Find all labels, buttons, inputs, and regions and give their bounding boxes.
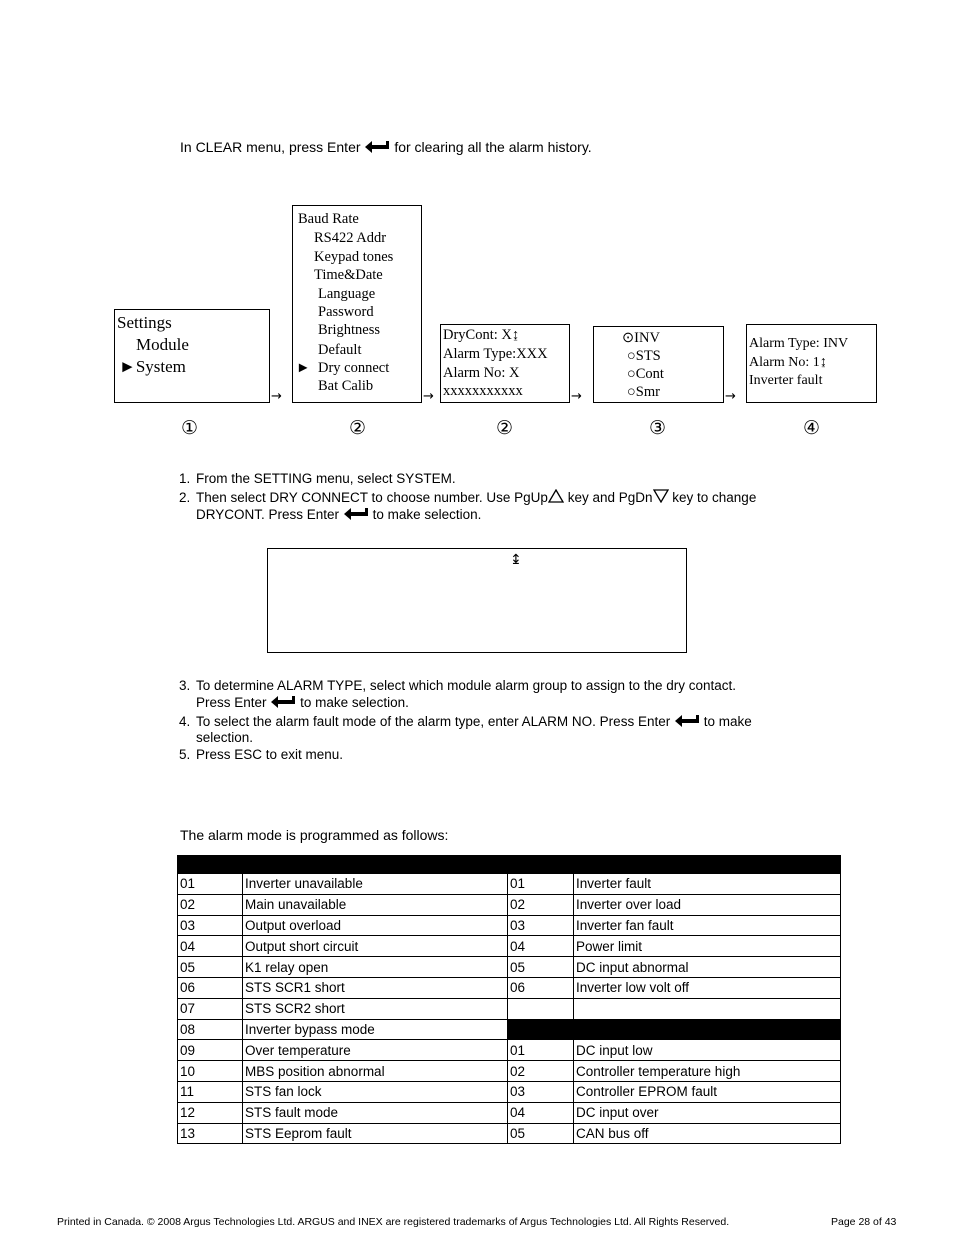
table-cell: 01 (508, 1040, 574, 1061)
table-cell: Controller EPROM fault (574, 1081, 841, 1102)
table-cell: STS fan lock (243, 1081, 508, 1102)
footer-copyright: Printed in Canada. © 2008 Argus Technologies Ltd. ARGUS and INEX are registered trademarks of Argus Technologies Ltd. All Rights Reserved. (57, 1216, 730, 1228)
table-cell: STS Eeprom fault (243, 1123, 508, 1144)
step-2 (179, 489, 757, 523)
clear-instruction-before: In CLEAR menu, press Enter (180, 139, 361, 155)
table-cell: 08 (178, 1019, 243, 1040)
table-row (178, 998, 841, 1019)
settings-menu-box (114, 309, 270, 403)
table-row (178, 977, 841, 998)
table-row (178, 915, 841, 936)
alarm-type-select-box (593, 326, 724, 403)
table-cell: 10 (178, 1061, 243, 1082)
table-row (178, 1102, 841, 1123)
table-cell: Over temperature (243, 1040, 508, 1061)
system-pointer: ► (296, 360, 311, 376)
step-3-number: 3. (179, 678, 191, 693)
step-3-text-c: to make selection. (300, 695, 409, 710)
step-label-1: ① (181, 417, 199, 439)
clear-instruction-after: for clearing all the alarm history. (394, 139, 592, 155)
system-item-password: Password (318, 304, 374, 320)
alarm-desc-line: xxxxxxxxxxx (443, 383, 523, 399)
table-cell: STS SCR2 short (243, 998, 508, 1019)
result-alarm-type: Alarm Type: INV (749, 336, 849, 351)
system-item-language: Language (318, 286, 376, 302)
table-cell: Inverter low volt off (574, 977, 841, 998)
table-header-cell (508, 856, 574, 874)
drycont-box (440, 324, 570, 403)
table-cell: CAN bus off (574, 1123, 841, 1144)
table-cell: Inverter unavailable (243, 874, 508, 895)
table-row (178, 1061, 841, 1082)
step-label-3: ③ (649, 417, 667, 439)
step-4-number: 4. (179, 714, 191, 729)
type-option-inv: ⊙INV (622, 330, 660, 346)
table-cell: Output overload (243, 915, 508, 936)
table-cell: 05 (178, 957, 243, 978)
table-cell: 12 (178, 1102, 243, 1123)
step-3-text-b: Press Enter (196, 695, 267, 710)
table-header-cell (243, 856, 508, 874)
table-cell: 04 (508, 1102, 574, 1123)
step-2-text-a: Then select DRY CONNECT to choose number. Use PgUp (196, 490, 548, 505)
footer-page-number: Page 28 of 43 (831, 1216, 897, 1228)
step-4 (179, 714, 752, 746)
result-fault: Inverter fault (749, 373, 823, 388)
table-cell: 04 (178, 936, 243, 957)
drycont-line: DryCont: X↨ (443, 327, 520, 343)
table-header-cell (178, 856, 243, 874)
type-option-smr: ○Smr (627, 384, 660, 400)
step-4-text-c: selection. (196, 730, 254, 745)
step-2-number: 2. (179, 490, 191, 505)
system-menu-box (292, 205, 422, 403)
table-header-row (178, 856, 841, 874)
pgup-triangle-icon (548, 489, 564, 503)
step-5 (179, 746, 344, 763)
table-row (178, 1081, 841, 1102)
table-cell: 07 (178, 998, 243, 1019)
table-cell: Controller temperature high (574, 1061, 841, 1082)
clear-instruction (180, 139, 592, 155)
table-cell: Main unavailable (243, 894, 508, 915)
settings-menu-system: ►System (119, 357, 186, 376)
table-row (178, 957, 841, 978)
alarm-mode-table (177, 855, 841, 1144)
system-item-baud-rate: Baud Rate (298, 211, 359, 227)
table-cell: 09 (178, 1040, 243, 1061)
table-cell: 13 (178, 1123, 243, 1144)
step-4-text-b: to make (703, 714, 752, 729)
table-cell (574, 998, 841, 1019)
table-row (178, 894, 841, 915)
table-cell: 03 (508, 1081, 574, 1102)
table-cell: Power limit (574, 936, 841, 957)
step-3 (179, 677, 737, 711)
enter-key-icon (364, 140, 390, 154)
table-row (178, 1040, 841, 1061)
table-cell (508, 998, 574, 1019)
step-1-number: 1. (179, 471, 191, 486)
table-cell: DC input over (574, 1102, 841, 1123)
system-item-dry-connect: Dry connect (318, 360, 390, 376)
table-cell: Inverter fault (574, 874, 841, 895)
enter-key-icon (674, 714, 700, 728)
table-cell: Inverter bypass mode (243, 1019, 508, 1040)
system-item-brightness: Brightness (318, 322, 381, 338)
table-cell: 02 (508, 894, 574, 915)
display-placeholder-box (267, 548, 687, 653)
type-option-sts: ○STS (627, 348, 661, 364)
table-cell: 05 (508, 1123, 574, 1144)
updown-arrow-icon: ↨ (510, 552, 522, 568)
step-1 (179, 470, 456, 487)
table-cell: 11 (178, 1081, 243, 1102)
table-header-cell (574, 856, 841, 874)
flow-arrow-2: → (423, 389, 434, 404)
table-cell: Output short circuit (243, 936, 508, 957)
table-row (178, 1019, 841, 1040)
table-cell (574, 1019, 841, 1040)
result-alarm-no: Alarm No: 1↨ (749, 355, 827, 370)
table-cell: Inverter over load (574, 894, 841, 915)
step-2-text-b: key and PgDn (567, 490, 653, 505)
step-5-text: Press ESC to exit menu. (196, 747, 344, 762)
step-2-text-d: DRYCONT. Press Enter (196, 507, 340, 522)
system-item-rs422-addr: RS422 Addr (314, 230, 387, 246)
flow-arrow-4: → (725, 389, 736, 404)
table-cell (508, 1019, 574, 1040)
table-cell: 06 (508, 977, 574, 998)
alarm-type-line: Alarm Type:XXX (443, 346, 548, 362)
system-item-bat-calib: Bat Calib (318, 378, 374, 394)
table-cell: 06 (178, 977, 243, 998)
table-cell: 01 (508, 874, 574, 895)
table-row (178, 874, 841, 895)
step-3-text-a: To determine ALARM TYPE, select which module alarm group to assign to the dry contact. (196, 678, 737, 693)
table-cell: 04 (508, 936, 574, 957)
table-row (178, 936, 841, 957)
settings-menu-title: Settings (117, 313, 172, 332)
step-1-text: From the SETTING menu, select SYSTEM. (196, 471, 456, 486)
step-label-2b: ② (496, 417, 514, 439)
system-item-time-date: Time&Date (314, 267, 383, 283)
step-label-4: ④ (803, 417, 821, 439)
table-cell: 05 (508, 957, 574, 978)
system-item-default: Default (318, 342, 362, 358)
table-cell: 02 (178, 894, 243, 915)
table-cell: STS fault mode (243, 1102, 508, 1123)
flow-arrow-1: → (271, 389, 282, 404)
enter-key-icon (270, 695, 296, 709)
step-5-number: 5. (179, 747, 191, 762)
settings-menu-module: Module (136, 335, 189, 354)
pgdn-triangle-icon (653, 489, 669, 503)
step-label-2a: ② (349, 417, 367, 439)
table-cell: DC input low (574, 1040, 841, 1061)
table-cell: 02 (508, 1061, 574, 1082)
system-item-keypad-tones: Keypad tones (314, 249, 394, 265)
type-option-cont: ○Cont (627, 366, 664, 382)
step-4-text-a: To select the alarm fault mode of the alarm type, enter ALARM NO. Press Enter (196, 714, 671, 729)
table-cell: 03 (508, 915, 574, 936)
step-2-text-e: to make selection. (372, 507, 482, 522)
table-cell: 03 (178, 915, 243, 936)
table-cell: K1 relay open (243, 957, 508, 978)
table-cell: Inverter fan fault (574, 915, 841, 936)
flow-arrow-3: → (571, 389, 582, 404)
table-cell: MBS position abnormal (243, 1061, 508, 1082)
table-cell: 01 (178, 874, 243, 895)
table-row (178, 1123, 841, 1144)
table-cell: STS SCR1 short (243, 977, 508, 998)
result-box (746, 324, 877, 403)
alarm-no-line: Alarm No: X (443, 365, 520, 381)
table-cell: DC input abnormal (574, 957, 841, 978)
step-2-text-c: key to change (672, 490, 757, 505)
enter-key-icon (343, 507, 369, 521)
alarm-mode-intro: The alarm mode is programmed as follows: (180, 827, 449, 843)
